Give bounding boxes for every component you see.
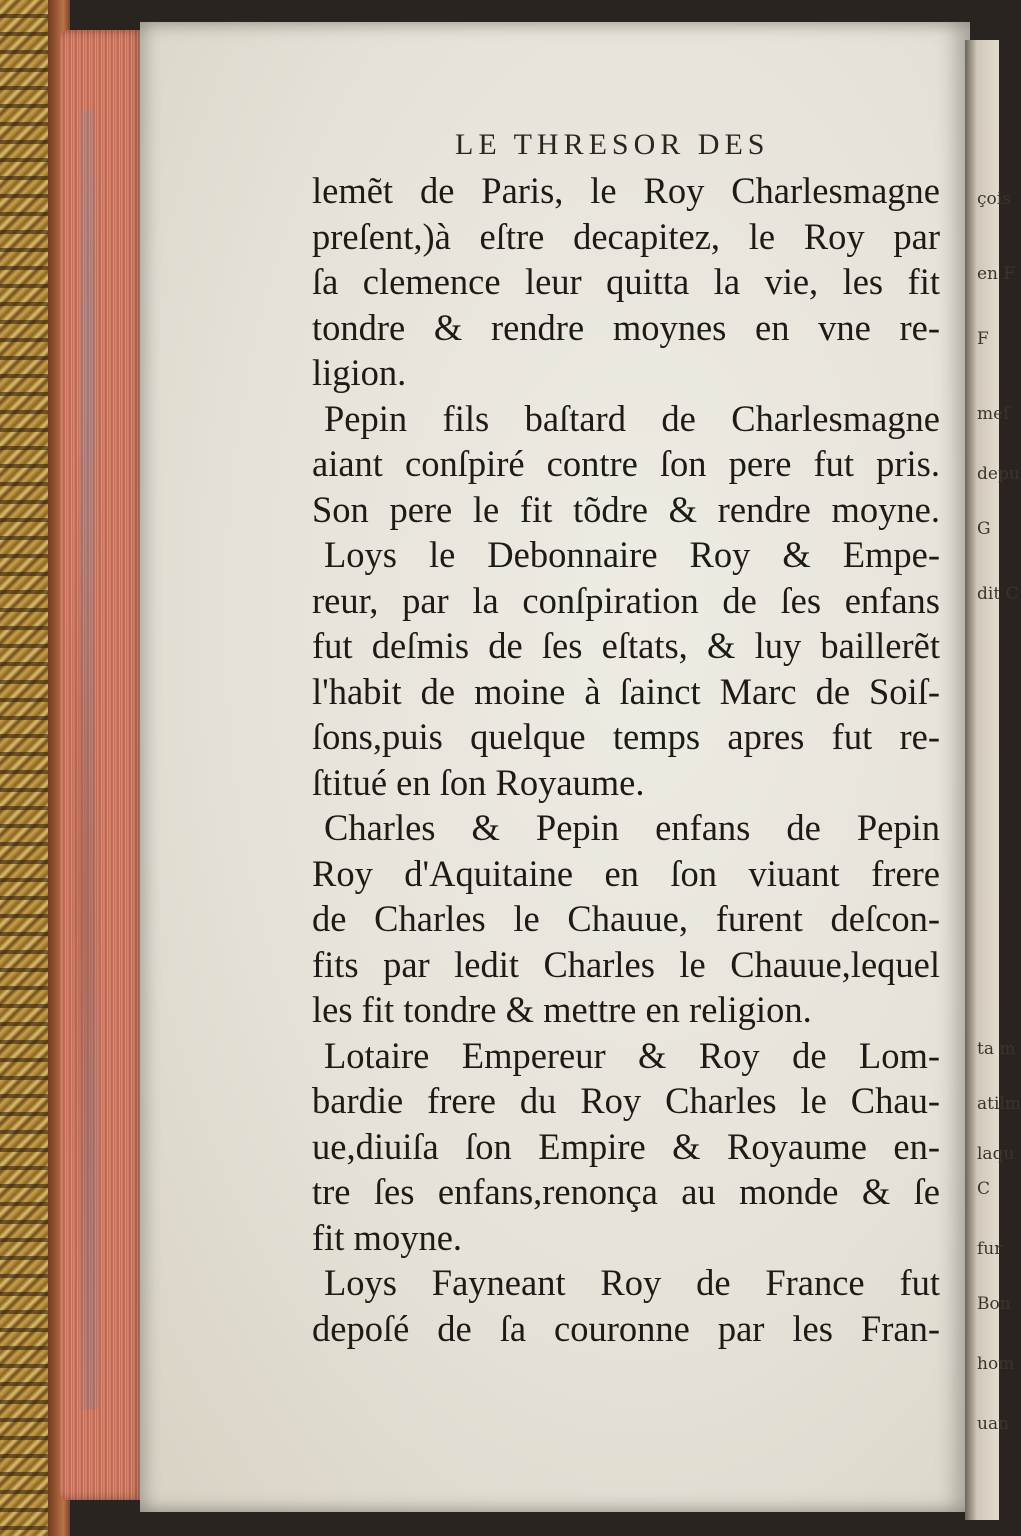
text-line: l'habit de moine à ſainct Marc de Soiſ- <box>312 670 940 712</box>
facing-page-fragment: en F <box>977 264 1016 284</box>
gilt-binding-edge <box>0 0 48 1536</box>
text-line: bardie frere du Roy Charles le Chau- <box>312 1080 940 1121</box>
text-line: tre ſes enfans,renonça au monde & ſe <box>312 1171 940 1212</box>
facing-page-fragment: atilm <box>977 1094 1021 1114</box>
facing-page-fragment: depu <box>977 464 1020 484</box>
text-line: de Charles le Chauue, furent deſcon- <box>312 898 940 939</box>
text-line: Roy d'Aquitaine en ſon viuant frere <box>312 852 940 894</box>
text-line: lemẽt de Paris, le Roy Charlesmagne <box>312 170 940 211</box>
text-line: reur, par la conſpiration de ſes enfans <box>312 579 940 621</box>
facing-page-fragment: dit C <box>977 584 1019 604</box>
facing-page-fragment: G <box>977 519 991 539</box>
text-line: aiant conſpiré contre ſon pere fut pris. <box>312 443 940 484</box>
facing-page-fragment: hom <box>977 1354 1015 1374</box>
text-line: fit moyne. <box>312 1216 463 1258</box>
facing-page-edge <box>965 40 1021 1520</box>
text-line: les fit tondre & mettre en religion. <box>312 989 812 1030</box>
text-line: fits par ledit Charles le Chauue,lequel <box>312 943 940 985</box>
text-line: Loys le Debonnaire Roy & Empe- <box>324 534 940 575</box>
page-text-block <box>312 168 940 1351</box>
text-line: depoſé de ſa couronne par les Fran- <box>312 1307 940 1349</box>
facing-page-fragment: uan <box>977 1414 1010 1434</box>
text-line: ſtitué en ſon Royaume. <box>312 761 645 803</box>
running-head: LE THRESOR DES <box>455 128 770 161</box>
text-line: Lotaire Empereur & Roy de Lom- <box>324 1034 940 1076</box>
text-line: Loys Fayneant Roy de France fut <box>324 1262 940 1303</box>
text-line: ligion. <box>312 352 407 393</box>
facing-page-fragment: meſ <box>977 404 1010 424</box>
text-line: ſons,puis quelque temps apres fut re- <box>312 716 940 757</box>
text-line: fut deſmis de ſes eſtats, & luy baillerẽt <box>312 625 940 666</box>
text-line: ſa clemence leur quitta la vie, les fit <box>312 261 940 302</box>
text-line: Charles & Pepin enfans de Pepin <box>324 807 940 848</box>
facing-page-fragment: C <box>977 1179 991 1199</box>
facing-page-fragment: Bon <box>977 1294 1011 1314</box>
text-line: preſent,)à eſtre decapitez, le Roy par <box>312 215 940 257</box>
page-block-edges <box>60 30 145 1500</box>
facing-page-fragment: laqu <box>977 1144 1015 1164</box>
text-line: tondre & rendre moynes en vne re- <box>312 306 940 348</box>
text-line: Pepin fils baſtard de Charlesmagne <box>324 397 940 439</box>
facing-page-fragment: ta m <box>977 1039 1016 1059</box>
text-line: Son pere le fit tõdre & rendre moyne. <box>312 488 940 530</box>
facing-page-fragment: fur <box>977 1239 1003 1259</box>
facing-page-fragment: çois <box>977 189 1011 209</box>
text-line: ue,diuiſa ſon Empire & Royaume en- <box>312 1125 940 1167</box>
facing-page-fragment: F <box>977 329 989 349</box>
